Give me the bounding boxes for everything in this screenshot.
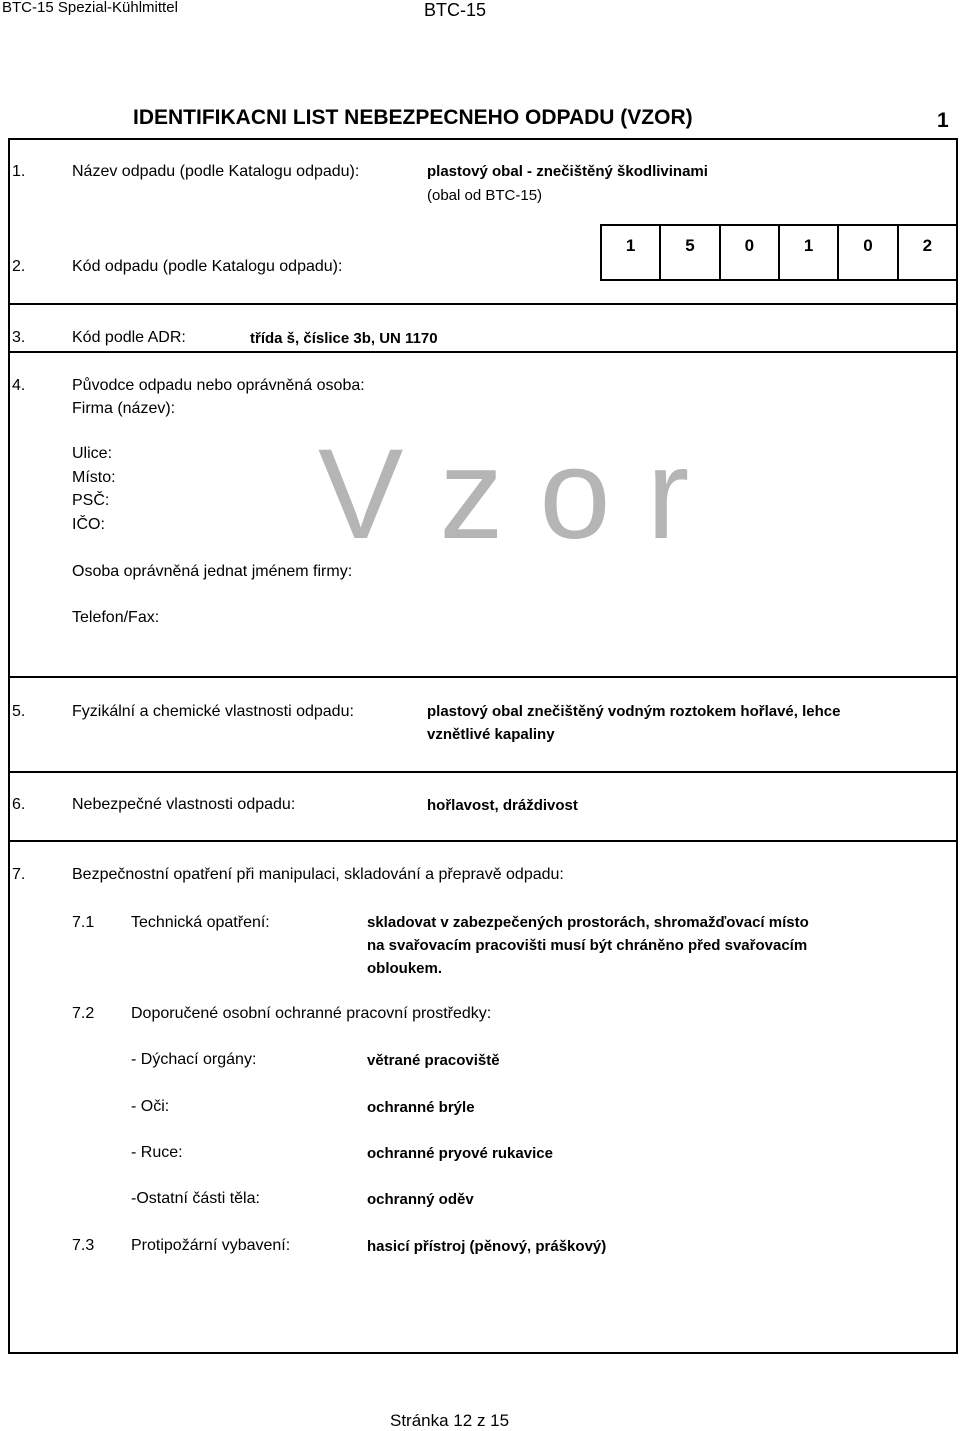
firm-name-label: Firma (název): xyxy=(72,400,176,417)
section-1-value-note: (obal od BTC-15) xyxy=(427,187,543,204)
authorized-person-label: Osoba oprávněná jednat jménem firmy: xyxy=(72,563,353,580)
section-3-label: Kód podle ADR: xyxy=(72,329,186,346)
page-footer: Stránka 12 z 15 xyxy=(390,1411,510,1430)
ppe-eyes-label: - Oči: xyxy=(131,1098,170,1115)
phone-fax-label: Telefon/Fax: xyxy=(72,609,160,626)
ppe-hands-label: - Ruce: xyxy=(131,1144,183,1161)
waste-code-box xyxy=(600,224,958,281)
section-3-value: třída š, číslice 3b, UN 1170 xyxy=(250,330,438,347)
section-5-label: Fyzikální a chemické vlastnosti odpadu: xyxy=(72,703,354,720)
section-7-1-number: 7.1 xyxy=(72,914,95,931)
section-7-2-number: 7.2 xyxy=(72,1005,95,1022)
form-number: 1 xyxy=(937,109,949,132)
section-7-label: Bezpečnostní opatření při manipulaci, skladování a přepravě odpadu: xyxy=(72,866,564,883)
waste-code-digit: 5 xyxy=(661,226,720,279)
waste-code-digit: 0 xyxy=(839,226,898,279)
section-7-1-label: Technická opatření: xyxy=(131,914,270,931)
city-label: Místo: xyxy=(72,469,116,486)
section-6-label: Nebezpečné vlastnosti odpadu: xyxy=(72,796,296,813)
section-7-3-label: Protipožární vybavení: xyxy=(131,1237,291,1254)
header-document-name: BTC-15 Spezial-Kühlmittel xyxy=(2,0,178,16)
page-title: IDENTIFIKACNI LIST NEBEZPECNEHO ODPADU (VZOR) xyxy=(133,106,693,129)
waste-code-digit: 1 xyxy=(780,226,839,279)
section-7-number: 7. xyxy=(12,866,26,883)
postcode-label: PSČ: xyxy=(72,492,110,509)
vzor-watermark: Vzor xyxy=(318,423,726,566)
waste-code-digit: 1 xyxy=(602,226,661,279)
section-1-label: Název odpadu (podle Katalogu odpadu): xyxy=(72,163,360,180)
street-label: Ulice: xyxy=(72,445,113,462)
ppe-respiratory-value: větrané pracoviště xyxy=(367,1052,500,1069)
waste-code-digit: 0 xyxy=(721,226,780,279)
header-product-code: BTC-15 xyxy=(424,0,487,20)
section-5-value: plastový obal znečištěný vodným roztokem hořlavé, lehce xyxy=(427,703,841,720)
section-2-label: Kód odpadu (podle Katalogu odpadu): xyxy=(72,258,343,275)
ppe-hands-value: ochranné pryové rukavice xyxy=(367,1145,553,1162)
section-6-number: 6. xyxy=(12,796,26,813)
section-1-value: plastový obal - znečištěný škodlivinami xyxy=(427,163,708,180)
section-1-number: 1. xyxy=(12,163,26,180)
section-7-1-value: skladovat v zabezpečených prostorách, shromažďovací místo xyxy=(367,914,809,931)
section-7-1-value-cont: na svařovacím pracovišti musí být chráněno před svařovacím xyxy=(367,937,808,954)
section-7-3-value: hasicí přístroj (pěnový, práškový) xyxy=(367,1238,607,1255)
ppe-body-label: -Ostatní části těla: xyxy=(131,1190,260,1207)
section-6-value: hořlavost, dráždivost xyxy=(427,797,578,814)
section-7-3-number: 7.3 xyxy=(72,1237,95,1254)
ppe-eyes-value: ochranné brýle xyxy=(367,1099,475,1116)
section-5-number: 5. xyxy=(12,703,26,720)
company-id-label: IČO: xyxy=(72,516,105,533)
ppe-respiratory-label: - Dýchací orgány: xyxy=(131,1051,257,1068)
section-4-number: 4. xyxy=(12,377,26,394)
section-7-2-label: Doporučené osobní ochranné pracovní prostředky: xyxy=(131,1005,492,1022)
section-5-value-cont: vznětlivé kapaliny xyxy=(427,726,555,743)
section-7-1-value-end: obloukem. xyxy=(367,960,443,977)
section-3-number: 3. xyxy=(12,329,26,346)
ppe-body-value: ochranný oděv xyxy=(367,1191,474,1208)
section-2-number: 2. xyxy=(12,258,26,275)
section-4-label: Původce odpadu nebo oprávněná osoba: xyxy=(72,377,365,394)
waste-code-digit: 2 xyxy=(922,236,933,255)
